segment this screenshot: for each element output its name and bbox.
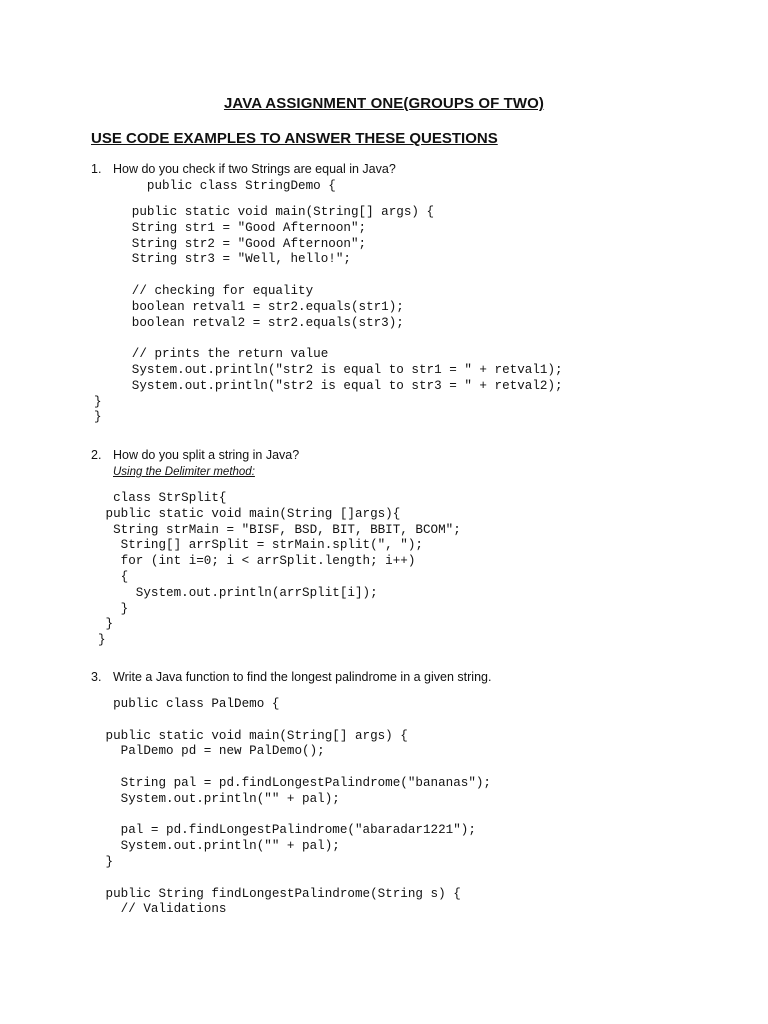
document-subtitle: USE CODE EXAMPLES TO ANSWER THESE QUESTIONS (91, 130, 498, 147)
question-text: How do you check if two Strings are equal in Java? (113, 162, 396, 176)
code-block-1-header: public class StringDemo { (94, 179, 336, 193)
question-number: 1. (91, 162, 102, 176)
code-block-2: class StrSplit{ public static void main(String []args){ String strMain = "BISF, BSD, BIT, BBIT, BCOM"; String[] arrSplit = strMain.split(", "); for (int i=0; i < arrSplit.length; i++) { System.out.println(arrSplit[i]); } } } (98, 491, 461, 648)
question-text: How do you split a string in Java? (113, 448, 300, 462)
question-3 (91, 670, 491, 684)
method-note: Using the Delimiter method: (113, 466, 255, 478)
question-text: Write a Java function to find the longest palindrome in a given string. (113, 670, 492, 684)
question-number: 2. (91, 448, 102, 462)
code-block-1: public static void main(String[] args) { String str1 = "Good Afternoon"; String str2 = "Good Afternoon"; String str3 = "Well, hello!"; // checking for equality boolean retval1 = str2.equals(str1); boolean retval2 = str2.equals(str3); // prints the return value System.out.println("str2 is equal to str1 = " + retval1); System.out.println("str2 is equal to str3 = " + retval2); } } (94, 205, 563, 425)
code-block-3: public class PalDemo { public static void main(String[] args) { PalDemo pd = new PalDemo(); String pal = pd.findLongestPalindrome("bananas"); System.out.println("" + pal); pal = pd.findLongestPalindrome("abaradar1221"); System.out.println("" + pal); } public String findLongestPalindrome(String s) { // Validations (105, 697, 491, 917)
question-2 (91, 448, 299, 462)
question-number: 3. (91, 670, 102, 684)
document-title: JAVA ASSIGNMENT ONE(GROUPS OF TWO) (223, 95, 545, 112)
question-1 (91, 162, 396, 176)
